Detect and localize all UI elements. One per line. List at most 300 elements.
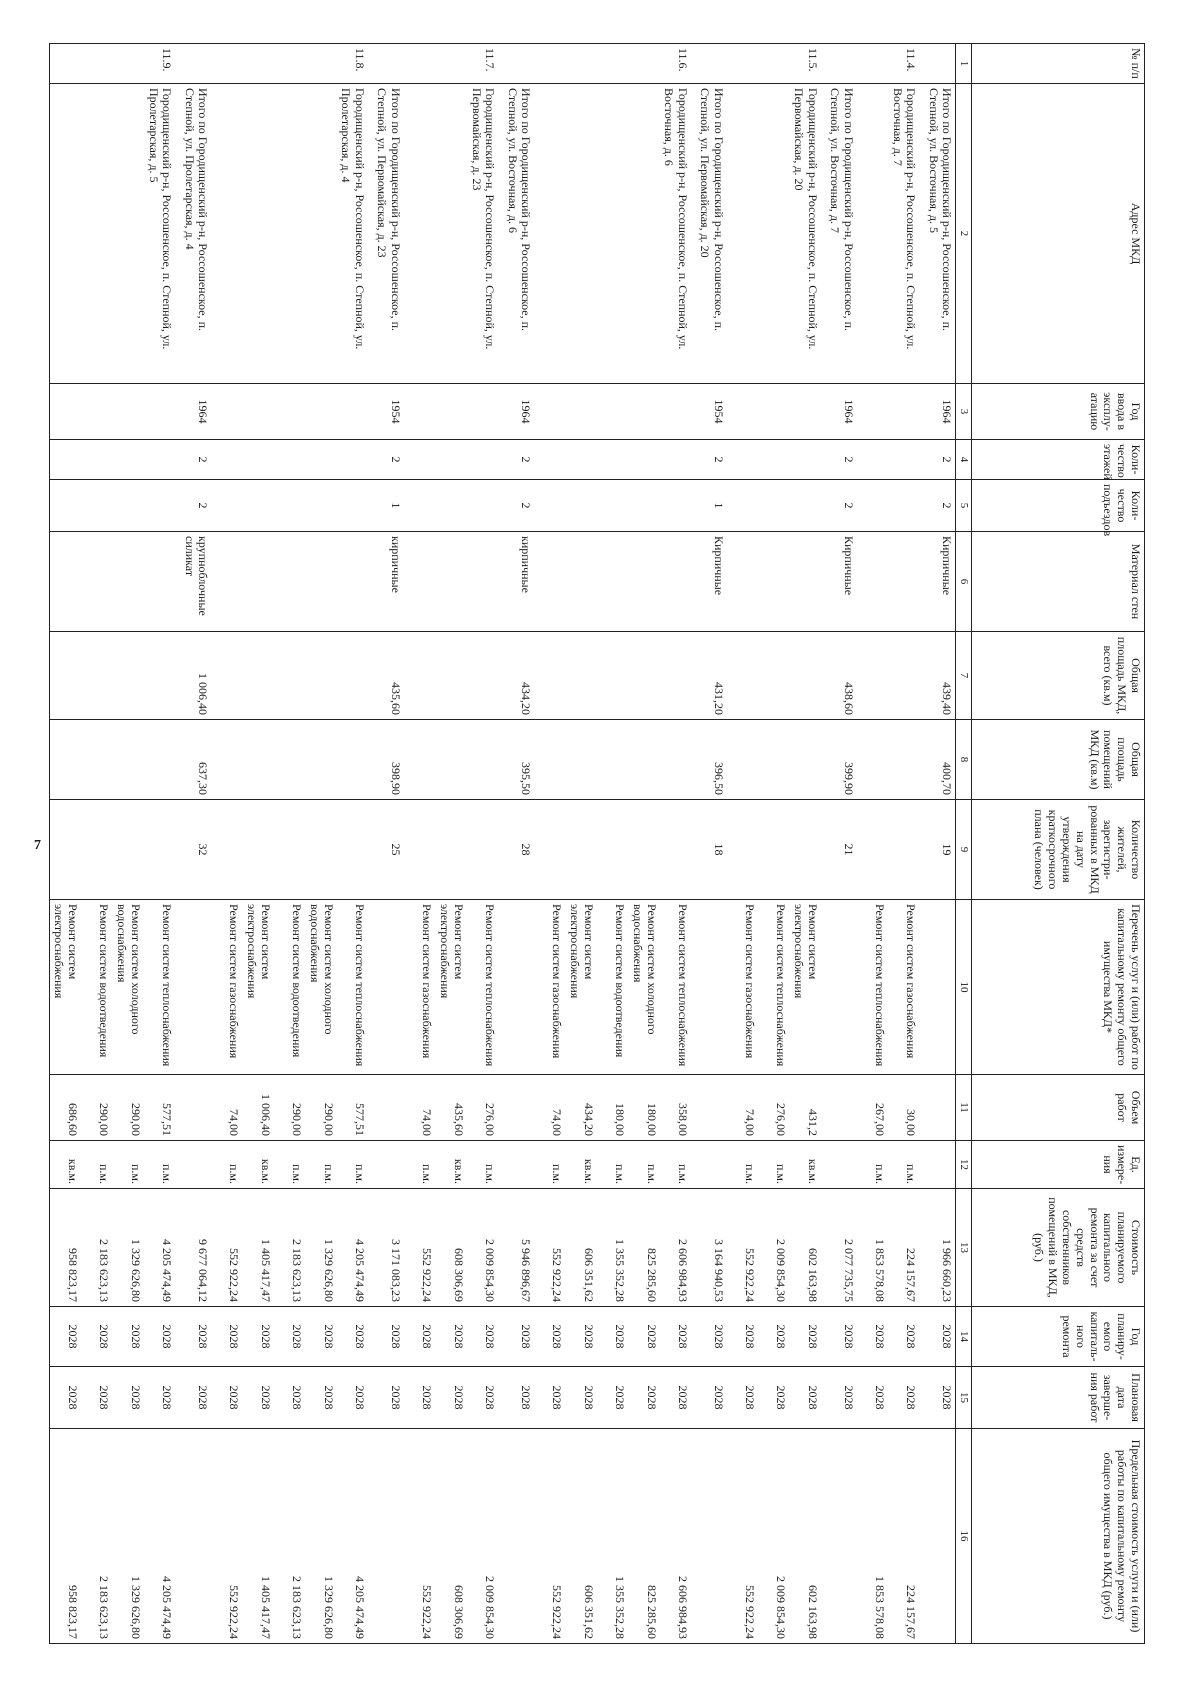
cell-col-11 (368, 1075, 404, 1141)
cell-col-14: 2028 (337, 1307, 369, 1367)
cell-col-16: 4 205 474,49 (337, 1429, 369, 1644)
cell-col-10: Ремонт систем теплоснабжения (758, 900, 789, 1075)
cell-col-11 (498, 1075, 534, 1141)
cell-col-5 (597, 480, 628, 532)
cell-col-9 (758, 800, 789, 900)
cell-col-11: 290,00 (112, 1075, 144, 1141)
cell-col-15: 2028 (660, 1367, 692, 1429)
cell-col-16: 825 285,60 (628, 1429, 660, 1644)
cell-col-12: п.м. (857, 1141, 888, 1189)
cell-col-2: Городищенский р-н, Россошенское, п. Степной, ул. Первомайская, д. 23 (467, 84, 499, 384)
cell-col-15: 2028 (467, 1367, 499, 1429)
cell-col-8 (305, 720, 337, 800)
cell-col-12 (691, 1141, 727, 1189)
column-header: Год ввода в эксплу-атацию (972, 384, 1145, 440)
cell-col-2: Итого по Городищенский р-н, Россошенское, п. Степной, ул. Восточная, д. 7 (821, 84, 857, 384)
cell-col-13: 602 163,98 (789, 1189, 821, 1307)
cell-col-4 (274, 440, 305, 480)
cell-col-6: Кирпичные (821, 532, 857, 632)
cell-col-14: 2028 (274, 1307, 305, 1367)
column-header: Объем работ (972, 1075, 1145, 1141)
cell-col-16: 1 355 352,28 (597, 1429, 628, 1644)
cell-col-14: 2028 (789, 1307, 821, 1367)
rotated-sheet (50, 43, 1145, 1643)
cell-col-3: 1964 (919, 384, 956, 440)
cell-col-10: Ремонт систем электроснабжения (565, 900, 597, 1075)
cell-col-9 (242, 800, 274, 900)
cell-col-10: Ремонт систем теплоснабжения (467, 900, 499, 1075)
cell-col-15: 2028 (919, 1367, 956, 1429)
cell-col-1: 11.7. (467, 44, 499, 84)
cell-col-10: Ремонт систем холодного водоснабжения (305, 900, 337, 1075)
cell-col-14: 2028 (404, 1307, 435, 1367)
column-header: Количество жителей, зарегистри-рованных в МКД на дату утверждения краткосрочного плана (человек) (972, 800, 1145, 900)
cell-col-3: 1964 (498, 384, 534, 440)
cell-col-11: 431,2 (789, 1075, 821, 1141)
cell-col-12: п.м. (81, 1141, 112, 1189)
cell-col-2: Городищенский р-н, Россошенское, п. Степной, ул. Восточная, д. 6 (660, 84, 692, 384)
cell-col-2: Итого по Городищенский р-н, Россошенское, п. Степной, ул. Пролетарская, д. 4 (175, 84, 211, 384)
cell-col-1 (758, 44, 789, 84)
column-header: Ед. измере-ния (972, 1141, 1145, 1189)
cell-col-13: 1 853 578,08 (857, 1189, 888, 1307)
cell-col-15: 2028 (49, 1367, 81, 1429)
work-row (789, 44, 821, 1644)
cell-col-3 (467, 384, 499, 440)
cell-col-8 (565, 720, 597, 800)
cell-col-3 (337, 384, 369, 440)
cell-col-8 (597, 720, 628, 800)
cell-col-15: 2028 (597, 1367, 628, 1429)
cell-col-3 (888, 384, 920, 440)
cell-col-3 (112, 384, 144, 440)
cell-col-13: 1 355 352,28 (597, 1189, 628, 1307)
cell-col-8: 398,90 (368, 720, 404, 800)
cell-col-5 (242, 480, 274, 532)
cell-col-14: 2028 (597, 1307, 628, 1367)
cell-col-3 (404, 384, 435, 440)
cell-col-4 (112, 440, 144, 480)
cell-col-15: 2028 (691, 1367, 727, 1429)
cell-col-6: кирпичные (498, 532, 534, 632)
cell-col-16: 552 922,24 (404, 1429, 435, 1644)
cell-col-10: Ремонт систем холодного водоснабжения (628, 900, 660, 1075)
cell-col-14: 2028 (919, 1307, 956, 1367)
cell-col-3 (597, 384, 628, 440)
cell-col-7 (49, 632, 81, 720)
column-header: Год планиру-емого капиталь-ного ремонта (972, 1307, 1145, 1367)
cell-col-9: 25 (368, 800, 404, 900)
cell-col-14: 2028 (691, 1307, 727, 1367)
cell-col-13: 1 329 626,80 (305, 1189, 337, 1307)
cell-col-10: Ремонт систем водоотведения (274, 900, 305, 1075)
cell-col-8 (789, 720, 821, 800)
cell-col-13: 552 922,24 (211, 1189, 242, 1307)
cell-col-11: 358,00 (660, 1075, 692, 1141)
cell-col-12: п.м. (274, 1141, 305, 1189)
cell-col-13: 2 077 735,75 (821, 1189, 857, 1307)
cell-col-2: Итого по Городищенский р-н, Россошенское, п. Степной, ул. Восточная, д. 5 (919, 84, 956, 384)
cell-col-4 (242, 440, 274, 480)
column-number: 4 (956, 440, 972, 480)
cell-col-10: Ремонт систем теплоснабжения (337, 900, 369, 1075)
cell-col-12: п.м. (888, 1141, 920, 1189)
cell-col-16 (919, 1429, 956, 1644)
cell-col-3 (534, 384, 565, 440)
cell-col-12: п.м. (660, 1141, 692, 1189)
cell-col-3 (565, 384, 597, 440)
work-row (144, 44, 176, 1644)
cell-col-1 (691, 44, 727, 84)
cell-col-2 (565, 84, 597, 384)
column-number: 16 (956, 1429, 972, 1644)
cell-col-8 (112, 720, 144, 800)
cell-col-15: 2028 (758, 1367, 789, 1429)
cell-col-6 (435, 532, 467, 632)
cell-col-14: 2028 (368, 1307, 404, 1367)
cell-col-13: 608 306,69 (435, 1189, 467, 1307)
cell-col-14: 2028 (727, 1307, 758, 1367)
cell-col-12 (919, 1141, 956, 1189)
cell-col-3 (144, 384, 176, 440)
cell-col-7 (112, 632, 144, 720)
cell-col-16: 958 823,17 (49, 1429, 81, 1644)
cell-col-6 (628, 532, 660, 632)
cell-col-1: 11.9. (144, 44, 176, 84)
cell-col-11: 74,00 (404, 1075, 435, 1141)
repair-plan-table (49, 43, 1145, 1644)
cell-col-11: 686,60 (49, 1075, 81, 1141)
cell-col-6 (597, 532, 628, 632)
cell-col-8 (727, 720, 758, 800)
cell-col-2 (112, 84, 144, 384)
cell-col-2 (305, 84, 337, 384)
cell-col-6 (888, 532, 920, 632)
cell-col-16: 2 009 854,30 (467, 1429, 499, 1644)
cell-col-4: 2 (175, 440, 211, 480)
cell-col-8 (660, 720, 692, 800)
cell-col-12: п.м. (534, 1141, 565, 1189)
cell-col-15: 2028 (727, 1367, 758, 1429)
cell-col-3 (49, 384, 81, 440)
cell-col-6 (565, 532, 597, 632)
cell-col-14: 2028 (112, 1307, 144, 1367)
cell-col-11: 577,51 (337, 1075, 369, 1141)
cell-col-4 (857, 440, 888, 480)
cell-col-4 (305, 440, 337, 480)
cell-col-5 (49, 480, 81, 532)
cell-col-7 (857, 632, 888, 720)
cell-col-11: 180,00 (628, 1075, 660, 1141)
cell-col-9 (112, 800, 144, 900)
cell-col-5 (404, 480, 435, 532)
cell-col-8 (144, 720, 176, 800)
cell-col-16: 1 329 626,80 (112, 1429, 144, 1644)
cell-col-8 (337, 720, 369, 800)
cell-col-4: 2 (368, 440, 404, 480)
work-row (888, 44, 920, 1644)
cell-col-15: 2028 (888, 1367, 920, 1429)
work-row (597, 44, 628, 1644)
cell-col-5 (274, 480, 305, 532)
cell-col-7 (660, 632, 692, 720)
cell-col-7 (274, 632, 305, 720)
cell-col-9 (628, 800, 660, 900)
cell-col-2: Городищенский р-н, Россошенское, п. Степной, ул. Восточная, д. 7 (888, 84, 920, 384)
work-row (81, 44, 112, 1644)
column-header: Материал стен (972, 532, 1145, 632)
cell-col-8 (628, 720, 660, 800)
cell-col-11 (175, 1075, 211, 1141)
cell-col-5 (758, 480, 789, 532)
table-header (956, 44, 1145, 1644)
cell-col-8 (274, 720, 305, 800)
cell-col-1 (49, 44, 81, 84)
cell-col-9 (565, 800, 597, 900)
cell-col-6 (857, 532, 888, 632)
cell-col-4 (435, 440, 467, 480)
column-number: 9 (956, 800, 972, 900)
cell-col-16: 552 922,24 (534, 1429, 565, 1644)
cell-col-5: 2 (919, 480, 956, 532)
cell-col-12 (368, 1141, 404, 1189)
cell-col-12: п.м. (758, 1141, 789, 1189)
cell-col-1 (112, 44, 144, 84)
cell-col-15: 2028 (821, 1367, 857, 1429)
cell-col-1 (919, 44, 956, 84)
cell-col-13: 2 183 623,13 (274, 1189, 305, 1307)
cell-col-6 (534, 532, 565, 632)
cell-col-6 (144, 532, 176, 632)
cell-col-8 (81, 720, 112, 800)
cell-col-13: 1 329 626,80 (112, 1189, 144, 1307)
cell-col-15: 2028 (112, 1367, 144, 1429)
cell-col-5 (81, 480, 112, 532)
cell-col-16 (368, 1429, 404, 1644)
work-row (565, 44, 597, 1644)
column-number: 13 (956, 1189, 972, 1307)
work-row (274, 44, 305, 1644)
cell-col-3 (857, 384, 888, 440)
cell-col-4 (337, 440, 369, 480)
column-header: Плановая дата заверше-ния работ (972, 1367, 1145, 1429)
cell-col-3: 1954 (368, 384, 404, 440)
cell-col-5 (144, 480, 176, 532)
cell-col-1: 11.4. (888, 44, 920, 84)
cell-col-9 (211, 800, 242, 900)
cell-col-2 (727, 84, 758, 384)
cell-col-2 (628, 84, 660, 384)
cell-col-10 (919, 900, 956, 1075)
cell-col-11: 290,00 (81, 1075, 112, 1141)
cell-col-13: 552 922,24 (534, 1189, 565, 1307)
cell-col-13: 2 009 854,30 (758, 1189, 789, 1307)
cell-col-5 (112, 480, 144, 532)
cell-col-2 (242, 84, 274, 384)
cell-col-1 (175, 44, 211, 84)
cell-col-15: 2028 (368, 1367, 404, 1429)
cell-col-4 (404, 440, 435, 480)
cell-col-11: 74,00 (534, 1075, 565, 1141)
cell-col-8 (242, 720, 274, 800)
cell-col-10: Ремонт систем электроснабжения (789, 900, 821, 1075)
cell-col-15: 2028 (789, 1367, 821, 1429)
cell-col-16: 224 157,67 (888, 1429, 920, 1644)
cell-col-6 (467, 532, 499, 632)
cell-col-14: 2028 (467, 1307, 499, 1367)
cell-col-16: 1 329 626,80 (305, 1429, 337, 1644)
cell-col-15: 2028 (337, 1367, 369, 1429)
cell-col-9 (597, 800, 628, 900)
cell-col-9 (144, 800, 176, 900)
cell-col-11: 434,20 (565, 1075, 597, 1141)
cell-col-12: п.м. (404, 1141, 435, 1189)
cell-col-8 (404, 720, 435, 800)
cell-col-7 (211, 632, 242, 720)
cell-col-12: п.м. (211, 1141, 242, 1189)
cell-col-8 (888, 720, 920, 800)
cell-col-16 (498, 1429, 534, 1644)
cell-col-13: 1 966 660,23 (919, 1189, 956, 1307)
cell-col-2 (758, 84, 789, 384)
cell-col-10 (691, 900, 727, 1075)
column-header: Предельная стоимость услуги и (или) работы по капитальному ремонту общего имущества в МКД (руб.) (972, 1429, 1145, 1644)
column-number: 5 (956, 480, 972, 532)
cell-col-5 (337, 480, 369, 532)
cell-col-2: Городищенский р-н, Россошенское, п. Степной, ул. Первомайская, д. 20 (789, 84, 821, 384)
cell-col-6 (789, 532, 821, 632)
cell-col-7 (628, 632, 660, 720)
cell-col-10 (175, 900, 211, 1075)
cell-col-14: 2028 (49, 1307, 81, 1367)
cell-col-10: Ремонт систем водоотведения (81, 900, 112, 1075)
cell-col-3 (660, 384, 692, 440)
work-row (49, 44, 81, 1644)
cell-col-4: 2 (821, 440, 857, 480)
cell-col-4: 2 (498, 440, 534, 480)
cell-col-7 (727, 632, 758, 720)
work-row (337, 44, 369, 1644)
cell-col-3 (789, 384, 821, 440)
work-row (242, 44, 274, 1644)
cell-col-3 (81, 384, 112, 440)
cell-col-9 (435, 800, 467, 900)
cell-col-7 (81, 632, 112, 720)
cell-col-16 (175, 1429, 211, 1644)
cell-col-1: 11.8. (337, 44, 369, 84)
work-row (211, 44, 242, 1644)
cell-col-5 (435, 480, 467, 532)
cell-col-16: 1 405 417,47 (242, 1429, 274, 1644)
cell-col-11: 30,00 (888, 1075, 920, 1141)
cell-col-3 (274, 384, 305, 440)
cell-col-14: 2028 (435, 1307, 467, 1367)
column-number: 15 (956, 1367, 972, 1429)
cell-col-12: п.м. (727, 1141, 758, 1189)
work-row (660, 44, 692, 1644)
cell-col-15: 2028 (211, 1367, 242, 1429)
cell-col-5 (305, 480, 337, 532)
cell-col-10: Ремонт систем электроснабжения (49, 900, 81, 1075)
cell-col-1 (435, 44, 467, 84)
column-number: 3 (956, 384, 972, 440)
cell-col-15: 2028 (498, 1367, 534, 1429)
cell-col-16 (821, 1429, 857, 1644)
cell-col-9 (789, 800, 821, 900)
cell-col-4 (628, 440, 660, 480)
cell-col-9 (888, 800, 920, 900)
cell-col-15: 2028 (81, 1367, 112, 1429)
work-row (305, 44, 337, 1644)
cell-col-12: п.м. (597, 1141, 628, 1189)
cell-col-2 (597, 84, 628, 384)
total-row (919, 44, 956, 1644)
cell-col-8: 637,30 (175, 720, 211, 800)
cell-col-7 (789, 632, 821, 720)
cell-col-12: п.м. (467, 1141, 499, 1189)
cell-col-4 (467, 440, 499, 480)
cell-col-13: 825 285,60 (628, 1189, 660, 1307)
cell-col-1 (597, 44, 628, 84)
cell-col-5 (211, 480, 242, 532)
cell-col-5: 1 (368, 480, 404, 532)
cell-col-1 (404, 44, 435, 84)
column-header: Адрес МКД (972, 84, 1145, 384)
cell-col-10: Ремонт систем газоснабжения (534, 900, 565, 1075)
cell-col-4 (660, 440, 692, 480)
column-number: 1 (956, 44, 972, 84)
work-row (112, 44, 144, 1644)
cell-col-10: Ремонт систем теплоснабжения (660, 900, 692, 1075)
cell-col-11: 435,60 (435, 1075, 467, 1141)
column-header: Перечень услуг и (или) работ по капитальному ремонту общего имущества МКД* (972, 900, 1145, 1075)
cell-col-15: 2028 (305, 1367, 337, 1429)
cell-col-14: 2028 (628, 1307, 660, 1367)
cell-col-4 (888, 440, 920, 480)
cell-col-1 (368, 44, 404, 84)
cell-col-3: 1964 (821, 384, 857, 440)
cell-col-10 (368, 900, 404, 1075)
cell-col-6 (337, 532, 369, 632)
cell-col-13: 1 405 417,47 (242, 1189, 274, 1307)
cell-col-5 (467, 480, 499, 532)
cell-col-1: 11.6. (660, 44, 692, 84)
cell-col-1: 11.5. (789, 44, 821, 84)
cell-col-8: 396,50 (691, 720, 727, 800)
cell-col-14: 2028 (888, 1307, 920, 1367)
cell-col-14: 2028 (758, 1307, 789, 1367)
cell-col-12 (498, 1141, 534, 1189)
cell-col-10: Ремонт систем газоснабжения (888, 900, 920, 1075)
cell-col-1 (821, 44, 857, 84)
cell-col-5 (534, 480, 565, 532)
cell-col-1 (242, 44, 274, 84)
cell-col-1 (498, 44, 534, 84)
cell-col-11: 74,00 (211, 1075, 242, 1141)
cell-col-9 (534, 800, 565, 900)
cell-col-9 (467, 800, 499, 900)
cell-col-12: кв.м. (435, 1141, 467, 1189)
cell-col-14: 2028 (175, 1307, 211, 1367)
cell-col-1 (727, 44, 758, 84)
cell-col-3 (758, 384, 789, 440)
cell-col-5 (660, 480, 692, 532)
work-row (435, 44, 467, 1644)
cell-col-9: 19 (919, 800, 956, 900)
cell-col-15: 2028 (175, 1367, 211, 1429)
cell-col-7: 435,60 (368, 632, 404, 720)
cell-col-16: 552 922,24 (727, 1429, 758, 1644)
